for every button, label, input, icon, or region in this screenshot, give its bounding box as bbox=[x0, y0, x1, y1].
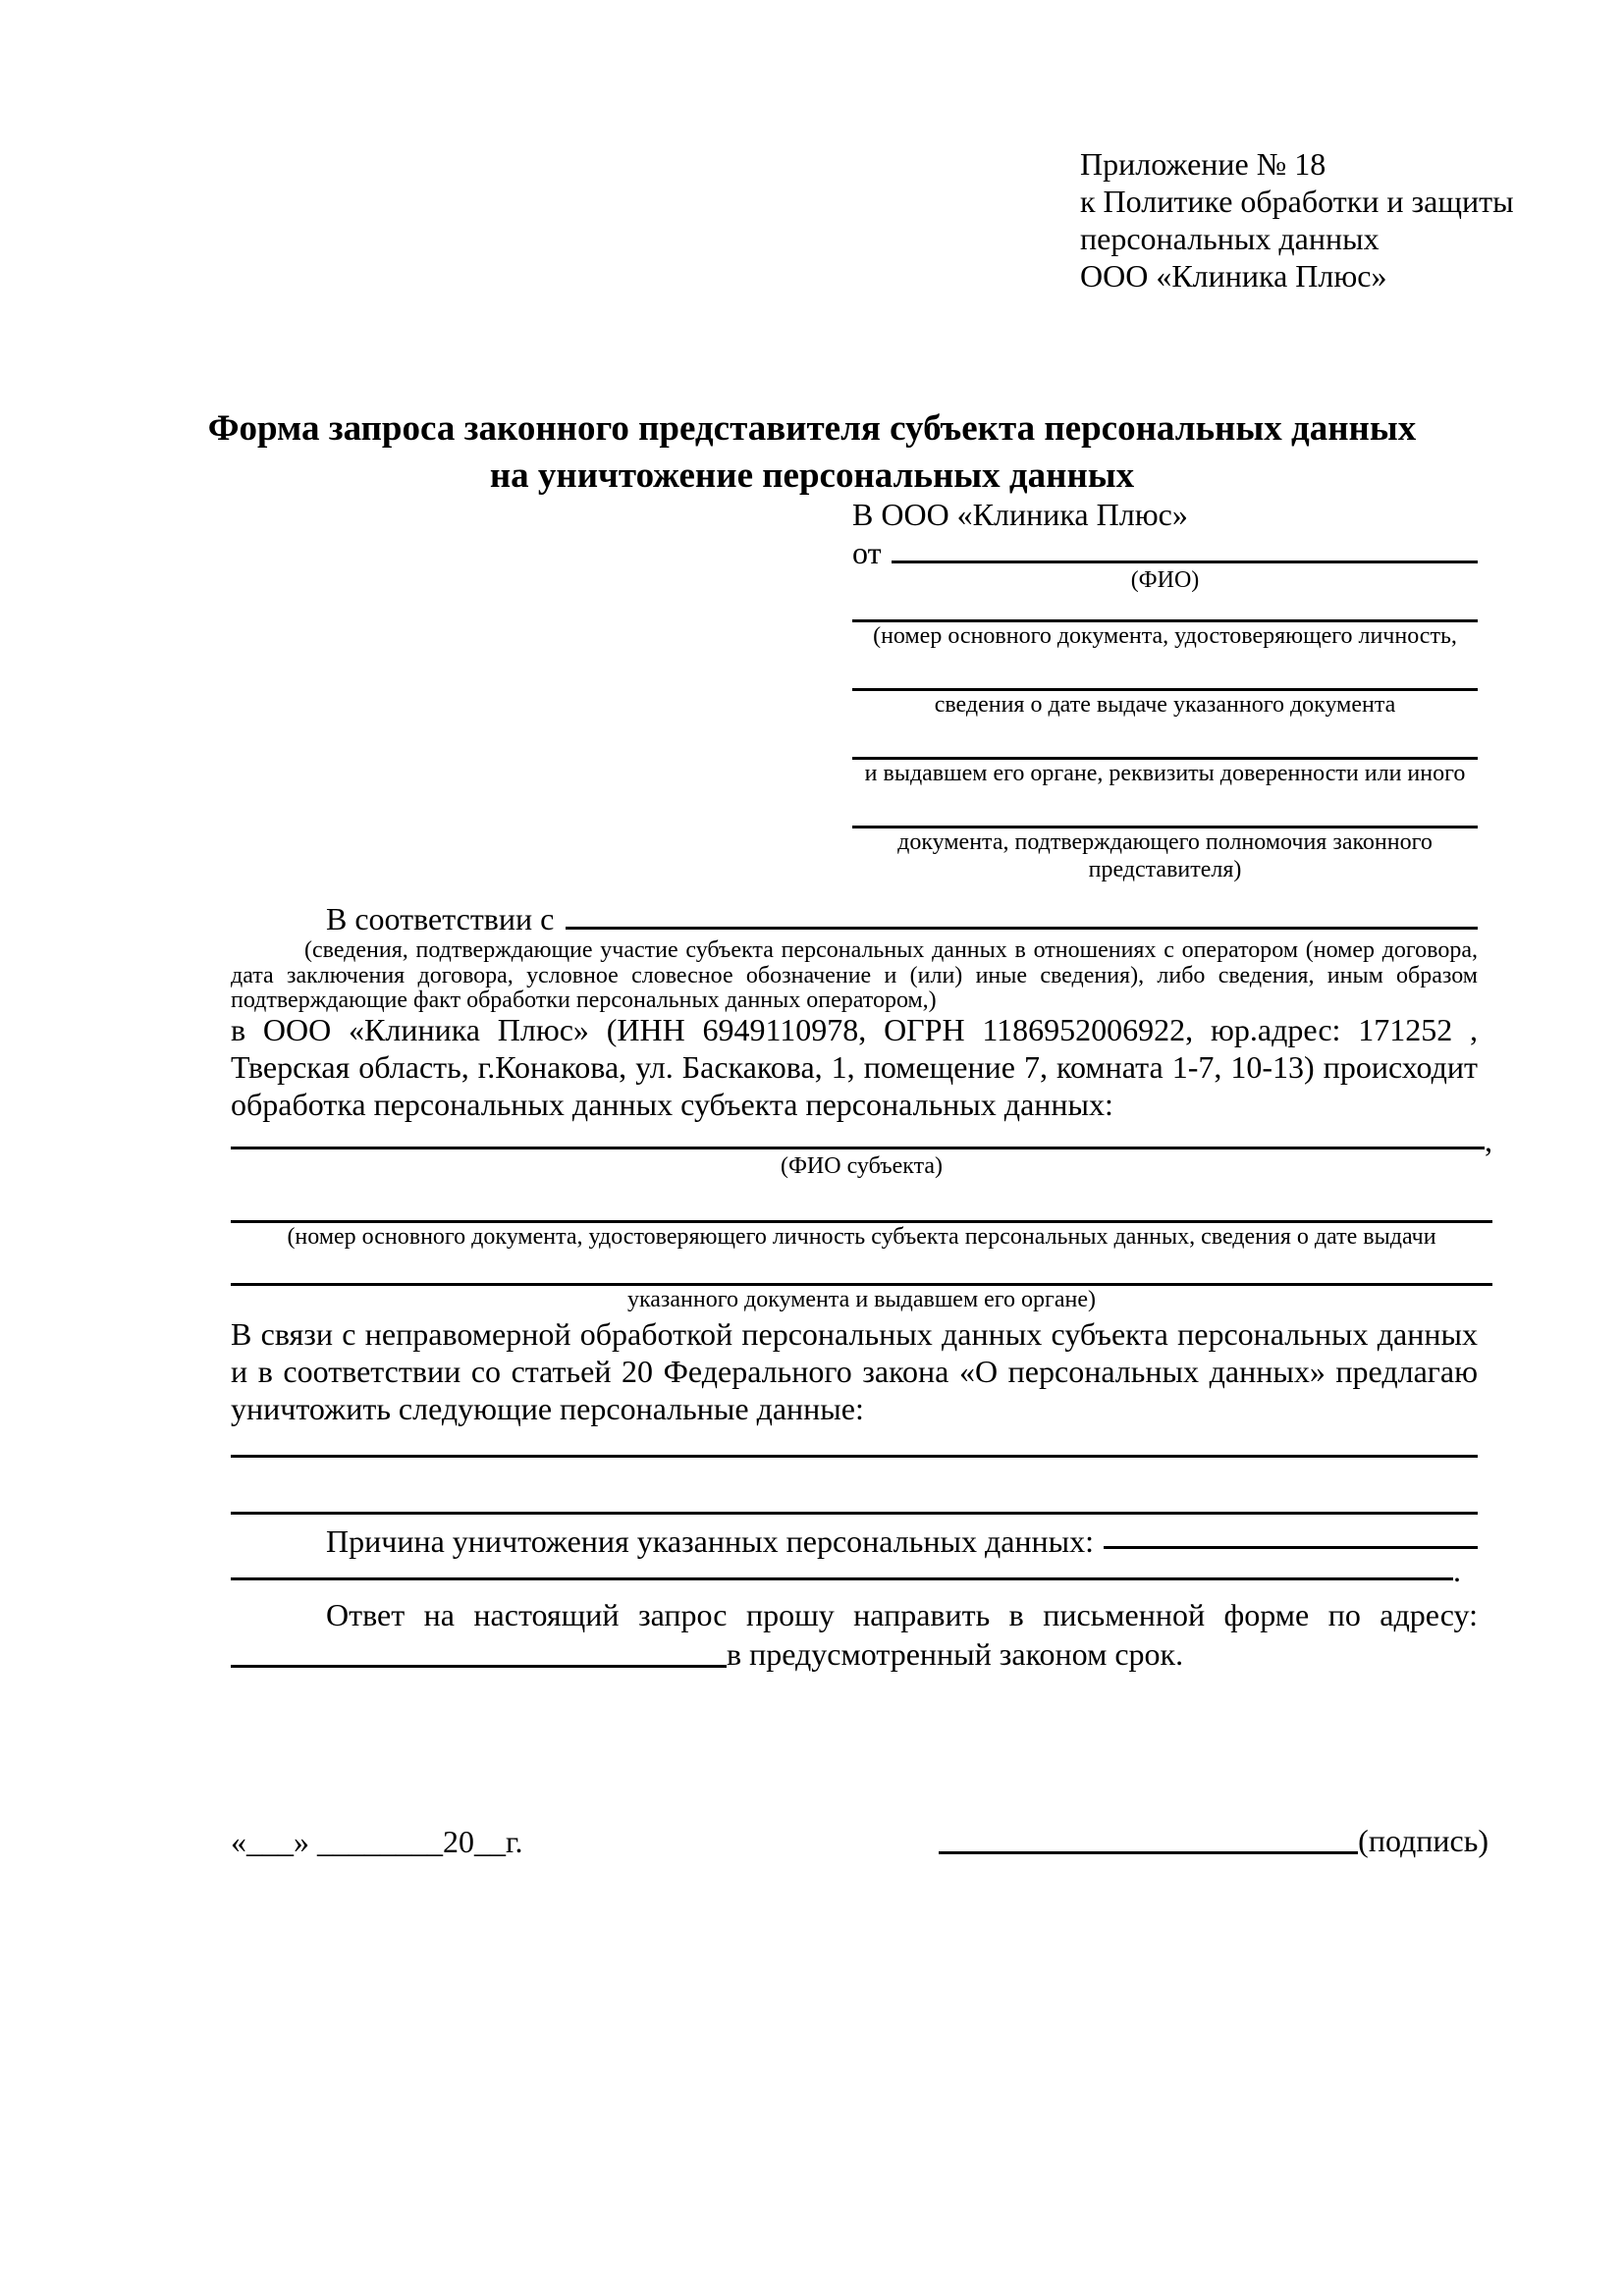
accordance-fill-line bbox=[566, 901, 1478, 930]
data-to-destroy-fill-line-2 bbox=[231, 1482, 1478, 1515]
form-title-line-1: Форма запроса законного представителя субъекта персональных данных bbox=[207, 408, 1417, 449]
fio-caption: (ФИО) bbox=[1130, 567, 1200, 593]
addressee-block bbox=[852, 494, 1478, 883]
form-title-line-2: на уничтожение персональных данных bbox=[489, 455, 1135, 496]
representative-doc-fill-line-2 bbox=[852, 650, 1478, 691]
appendix-header-line-4: ООО «Клиника Плюс» bbox=[1080, 258, 1387, 294]
answer-request-line: Ответ на настоящий запрос прошу направить в письменной форме по адресу: bbox=[326, 1597, 1478, 1632]
paragraph-indent bbox=[231, 1523, 326, 1552]
subject-doc-caption-1: (номер основного документа, удостоверяющего личность субъекта персональных данных, сведения о дате выдачи bbox=[287, 1224, 1436, 1250]
subject-doc-caption-2: указанного документа и выдавшем его органе) bbox=[626, 1287, 1097, 1312]
reason-period: . bbox=[1453, 1553, 1461, 1588]
subject-block bbox=[231, 1123, 1492, 1313]
signature-fill-line bbox=[939, 1824, 1358, 1854]
from-label: от bbox=[852, 535, 882, 570]
representative-doc-fill-line-4 bbox=[852, 787, 1478, 828]
subject-fio-row bbox=[231, 1123, 1492, 1158]
appendix-header-line-1: Приложение № 18 bbox=[1080, 146, 1326, 182]
date-field: «___» ________20__г. bbox=[231, 1824, 523, 1859]
accordance-caption: (сведения, подтверждающие участие субъекта персональных данных в отношениях с оператором (номер договора, дата заключения договора, условное словесное обозначение и (или) иные сведения), либо сведения, иным образом подтверждающие факт обработки персональных данных оператором,) bbox=[231, 937, 1478, 1013]
subject-comma: , bbox=[1485, 1123, 1492, 1158]
reason-fill-line-2 bbox=[231, 1559, 1453, 1580]
representative-doc-caption-3: и выдавшем его органе, реквизиты доверенности или иного bbox=[864, 761, 1466, 786]
signature-row bbox=[939, 1824, 1489, 1857]
subject-doc-fill-line-2 bbox=[231, 1251, 1492, 1286]
representative-doc-caption-1: (номер основного документа, удостоверяющего личность, bbox=[873, 623, 1457, 649]
reason-row bbox=[231, 1523, 1478, 1559]
subject-fio-caption: (ФИО субъекта) bbox=[780, 1153, 944, 1179]
signature-caption: (подпись) bbox=[1358, 1823, 1489, 1858]
accordance-section bbox=[231, 901, 1478, 1014]
addressee-org: В ООО «Клиника Плюс» bbox=[852, 497, 1188, 532]
accordance-label: В соответствии с bbox=[326, 901, 555, 936]
reason-label: Причина уничтожения указанных персональных данных: bbox=[326, 1523, 1095, 1559]
answer-suffix: в предусмотренный законом срок. bbox=[727, 1636, 1184, 1672]
representative-doc-fill-line-1 bbox=[852, 594, 1478, 622]
representative-fio-fill-line bbox=[892, 535, 1478, 563]
paragraph-indent bbox=[231, 901, 326, 933]
appendix-header-line-2: к Политике обработки и защиты bbox=[1080, 184, 1514, 219]
request-paragraph: В связи с неправомерной обработкой персональных данных субъекта персональных данных и в соответствии со статьей 20 Федерального закона «О персональных данных» предлагаю уничтожить следующие персональные данные: bbox=[231, 1316, 1478, 1426]
data-to-destroy-fill-line-1 bbox=[231, 1425, 1478, 1458]
answer-address-row bbox=[231, 1637, 1478, 1671]
representative-doc-caption-2: сведения о дате выдаче указанного документа bbox=[934, 692, 1396, 718]
subject-doc-fill-line-1 bbox=[231, 1180, 1492, 1223]
from-row bbox=[852, 535, 1478, 570]
accordance-row bbox=[231, 901, 1478, 936]
answer-address-fill-line bbox=[231, 1637, 727, 1668]
reason-fill-line bbox=[1104, 1523, 1478, 1549]
reason-continuation-row bbox=[231, 1553, 1492, 1588]
representative-doc-fill-line-3 bbox=[852, 719, 1478, 760]
appendix-header bbox=[1080, 145, 1514, 294]
representative-doc-caption-4: документа, подтверждающего полномочия законного представителя) bbox=[897, 829, 1433, 882]
operator-paragraph: в ООО «Клиника Плюс» (ИНН 6949110978, ОГРН 1186952006922, юр.адрес: 171252 , Тверская область, г.Конакова, ул. Баскакова, 1, помещение 7, комната 1-7, 10-13) происходит обработка персональных данных субъекта персональных данных: bbox=[231, 1012, 1478, 1122]
form-title bbox=[79, 405, 1545, 500]
subject-fio-fill-line bbox=[231, 1129, 1485, 1149]
appendix-header-line-3: персональных данных bbox=[1080, 221, 1380, 256]
